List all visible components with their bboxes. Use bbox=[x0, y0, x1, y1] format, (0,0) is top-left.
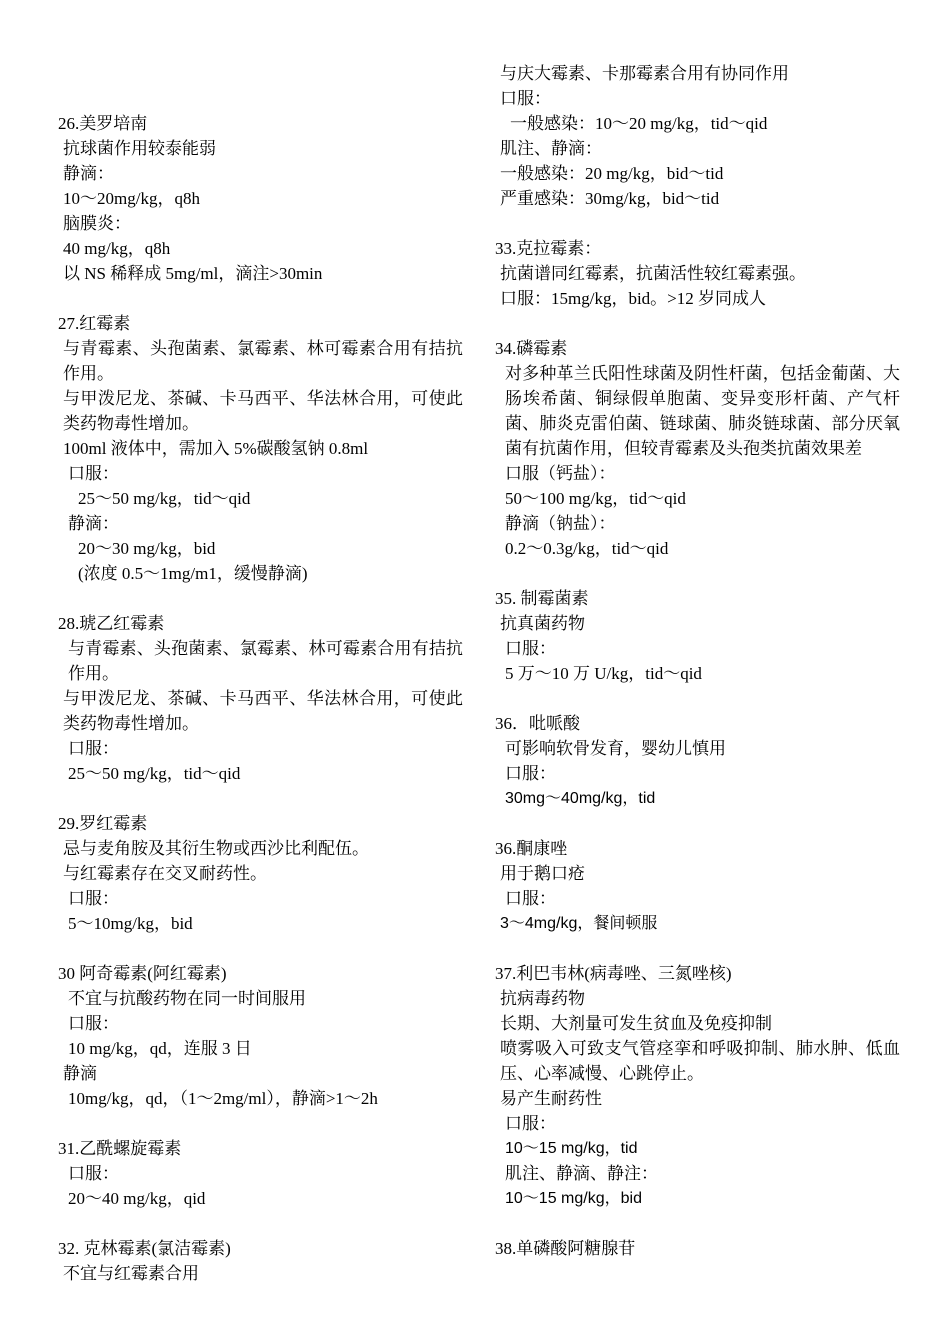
blank-line bbox=[58, 1111, 463, 1136]
text-line: 对多种革兰氏阳性球菌及阴性杆菌，包括金葡菌、大肠埃希菌、铜绿假单胞菌、变异变形杆菌、产气杆菌、肺炎克雷伯菌、链球菌、肺炎链球菌、部分厌氧菌有抗菌作用，但较青霉素及头孢类抗菌效果差 bbox=[505, 364, 900, 458]
text-line: 与红霉素存在交叉耐药性。 bbox=[63, 864, 267, 883]
text-line: 喷雾吸入可致支气管痉挛和呼吸抑制、肺水肿、低血压、心率减慢、心跳停止。 bbox=[500, 1039, 900, 1083]
text-line: 20～40 mg/kg，qid bbox=[68, 1189, 206, 1208]
text-line: 40 mg/kg，q8h bbox=[63, 239, 171, 258]
text-line: 口服： bbox=[68, 889, 119, 908]
left-column bbox=[58, 61, 463, 1286]
text-line: 易产生耐药性 bbox=[500, 1089, 602, 1108]
text-line: 0.2～0.3g/kg，tid～qid bbox=[505, 539, 669, 558]
text-line: 与甲泼尼龙、茶碱、卡马西平、华法林合用，可使此类药物毒性增加。 bbox=[63, 389, 463, 433]
right-column bbox=[495, 61, 900, 1261]
blank-line bbox=[495, 311, 900, 336]
drug-heading: 28.琥乙红霉素 bbox=[58, 614, 165, 633]
text-line: 口服： bbox=[500, 89, 551, 108]
drug-heading: 26.美罗培南 bbox=[58, 114, 148, 133]
blank-line bbox=[495, 561, 900, 586]
text-line: 25～50 mg/kg，tid～qid bbox=[68, 764, 241, 783]
text-line: 5～10mg/kg，bid bbox=[68, 914, 193, 933]
blank-line bbox=[58, 286, 463, 311]
text-line: 脑膜炎： bbox=[63, 214, 131, 233]
text-line: 口服： bbox=[68, 464, 119, 483]
text-line: 一般感染：10～20 mg/kg，tid～qid bbox=[510, 114, 768, 133]
text-line: 口服： bbox=[68, 1164, 119, 1183]
text-line: 一般感染：20 mg/kg，bid～tid bbox=[500, 164, 724, 183]
text-line: 口服： bbox=[505, 889, 556, 908]
text-line: 抗真菌药物 bbox=[500, 614, 585, 633]
drug-heading: 36．吡哌酸 bbox=[495, 714, 580, 733]
text-line: 不宜与红霉素合用 bbox=[63, 1264, 199, 1283]
text-line: 与庆大霉素、卡那霉素合用有协同作用 bbox=[500, 64, 789, 83]
text-line: 忌与麦角胺及其衍生物或西沙比利配伍。 bbox=[63, 839, 369, 858]
text-line: (浓度 0.5～1mg/m1，缓慢静滴) bbox=[78, 564, 308, 583]
blank-line bbox=[58, 586, 463, 611]
text-line: 5 万～10 万 U/kg，tid～qid bbox=[505, 664, 702, 683]
text-line: 抗病毒药物 bbox=[500, 989, 585, 1008]
text-line: 与青霉素、头孢菌素、氯霉素、林可霉素合用有拮抗作用。 bbox=[63, 339, 463, 383]
text-line: 可影响软骨发育，婴幼儿慎用 bbox=[505, 739, 726, 758]
text-line: 用于鹅口疮 bbox=[500, 864, 585, 883]
drug-heading: 36.酮康唑 bbox=[495, 839, 568, 858]
text-line: 不宜与抗酸药物在同一时间服用 bbox=[68, 989, 306, 1008]
text-line: 口服： bbox=[505, 1114, 556, 1133]
text-line: 静滴： bbox=[63, 164, 114, 183]
text-line: 口服： bbox=[505, 639, 556, 658]
blank-line bbox=[58, 86, 463, 111]
text-line: 与青霉素、头孢菌素、氯霉素、林可霉素合用有拮抗作用。 bbox=[68, 639, 463, 683]
blank-line bbox=[495, 811, 900, 836]
text-line: 严重感染：30mg/kg，bid～tid bbox=[500, 189, 720, 208]
text-line: 口服： bbox=[68, 739, 119, 758]
text-line: 静滴 bbox=[63, 1064, 97, 1083]
text-line: 抗菌谱同红霉素，抗菌活性较红霉素强。 bbox=[500, 264, 806, 283]
text-line: 静滴（钠盐）： bbox=[505, 514, 616, 533]
blank-line bbox=[58, 936, 463, 961]
drug-heading: 35. 制霉菌素 bbox=[495, 589, 589, 608]
blank-line bbox=[58, 1211, 463, 1236]
drug-heading: 34.磷霉素 bbox=[495, 339, 568, 358]
text-line: 肌注、静滴： bbox=[500, 139, 602, 158]
text-line: 口服： bbox=[505, 764, 556, 783]
drug-heading: 33.克拉霉素： bbox=[495, 239, 602, 258]
text-line: 100ml 液体中，需加入 5%碳酸氢钠 0.8ml bbox=[63, 439, 369, 458]
blank-line bbox=[58, 786, 463, 811]
text-line: 口服： bbox=[68, 1014, 119, 1033]
text-line: 静滴： bbox=[68, 514, 119, 533]
text-line: 以 NS 稀释成 5mg/ml，滴注>30min bbox=[63, 264, 323, 283]
text-line: 25～50 mg/kg，tid～qid bbox=[78, 489, 251, 508]
blank-line bbox=[495, 1211, 900, 1236]
drug-heading: 29.罗红霉素 bbox=[58, 814, 148, 833]
text-line: 30mg～40mg/kg，tid bbox=[505, 790, 656, 807]
text-line: 长期、大剂量可发生贫血及免疫抑制 bbox=[500, 1014, 772, 1033]
text-line: 20～30 mg/kg，bid bbox=[78, 539, 216, 558]
blank-line bbox=[58, 61, 463, 86]
text-line: 3～4mg/kg，餐间顿服 bbox=[500, 915, 658, 932]
text-line: 10～15 mg/kg，bid bbox=[505, 1190, 642, 1207]
text-line: 口服（钙盐）： bbox=[505, 464, 616, 483]
drug-heading: 30 阿奇霉素(阿红霉素) bbox=[58, 964, 227, 983]
drug-heading: 37.利巴韦林(病毒唑、三氮唑核) bbox=[495, 964, 732, 983]
drug-heading: 31.乙酰螺旋霉素 bbox=[58, 1139, 182, 1158]
text-line: 10mg/kg，qd，（1～2mg/ml），静滴>1～2h bbox=[68, 1089, 378, 1108]
text-line: 50～100 mg/kg，tid～qid bbox=[505, 489, 686, 508]
text-line: 10 mg/kg，qd，连服 3 日 bbox=[68, 1039, 252, 1058]
text-line: 10～20mg/kg，q8h bbox=[63, 189, 200, 208]
drug-heading: 27.红霉素 bbox=[58, 314, 131, 333]
text-line: 口服：15mg/kg，bid。>12 岁同成人 bbox=[500, 289, 767, 308]
blank-line bbox=[495, 211, 900, 236]
drug-heading: 32. 克林霉素(氯洁霉素) bbox=[58, 1239, 231, 1258]
blank-line bbox=[495, 936, 900, 961]
text-line: 肌注、静滴、静注： bbox=[505, 1164, 658, 1183]
text-line: 抗球菌作用较泰能弱 bbox=[63, 139, 216, 158]
blank-line bbox=[495, 686, 900, 711]
drug-heading: 38.单磷酸阿糖腺苷 bbox=[495, 1239, 636, 1258]
text-line: 与甲泼尼龙、茶碱、卡马西平、华法林合用，可使此类药物毒性增加。 bbox=[63, 689, 463, 733]
text-line: 10～15 mg/kg，tid bbox=[505, 1140, 638, 1157]
